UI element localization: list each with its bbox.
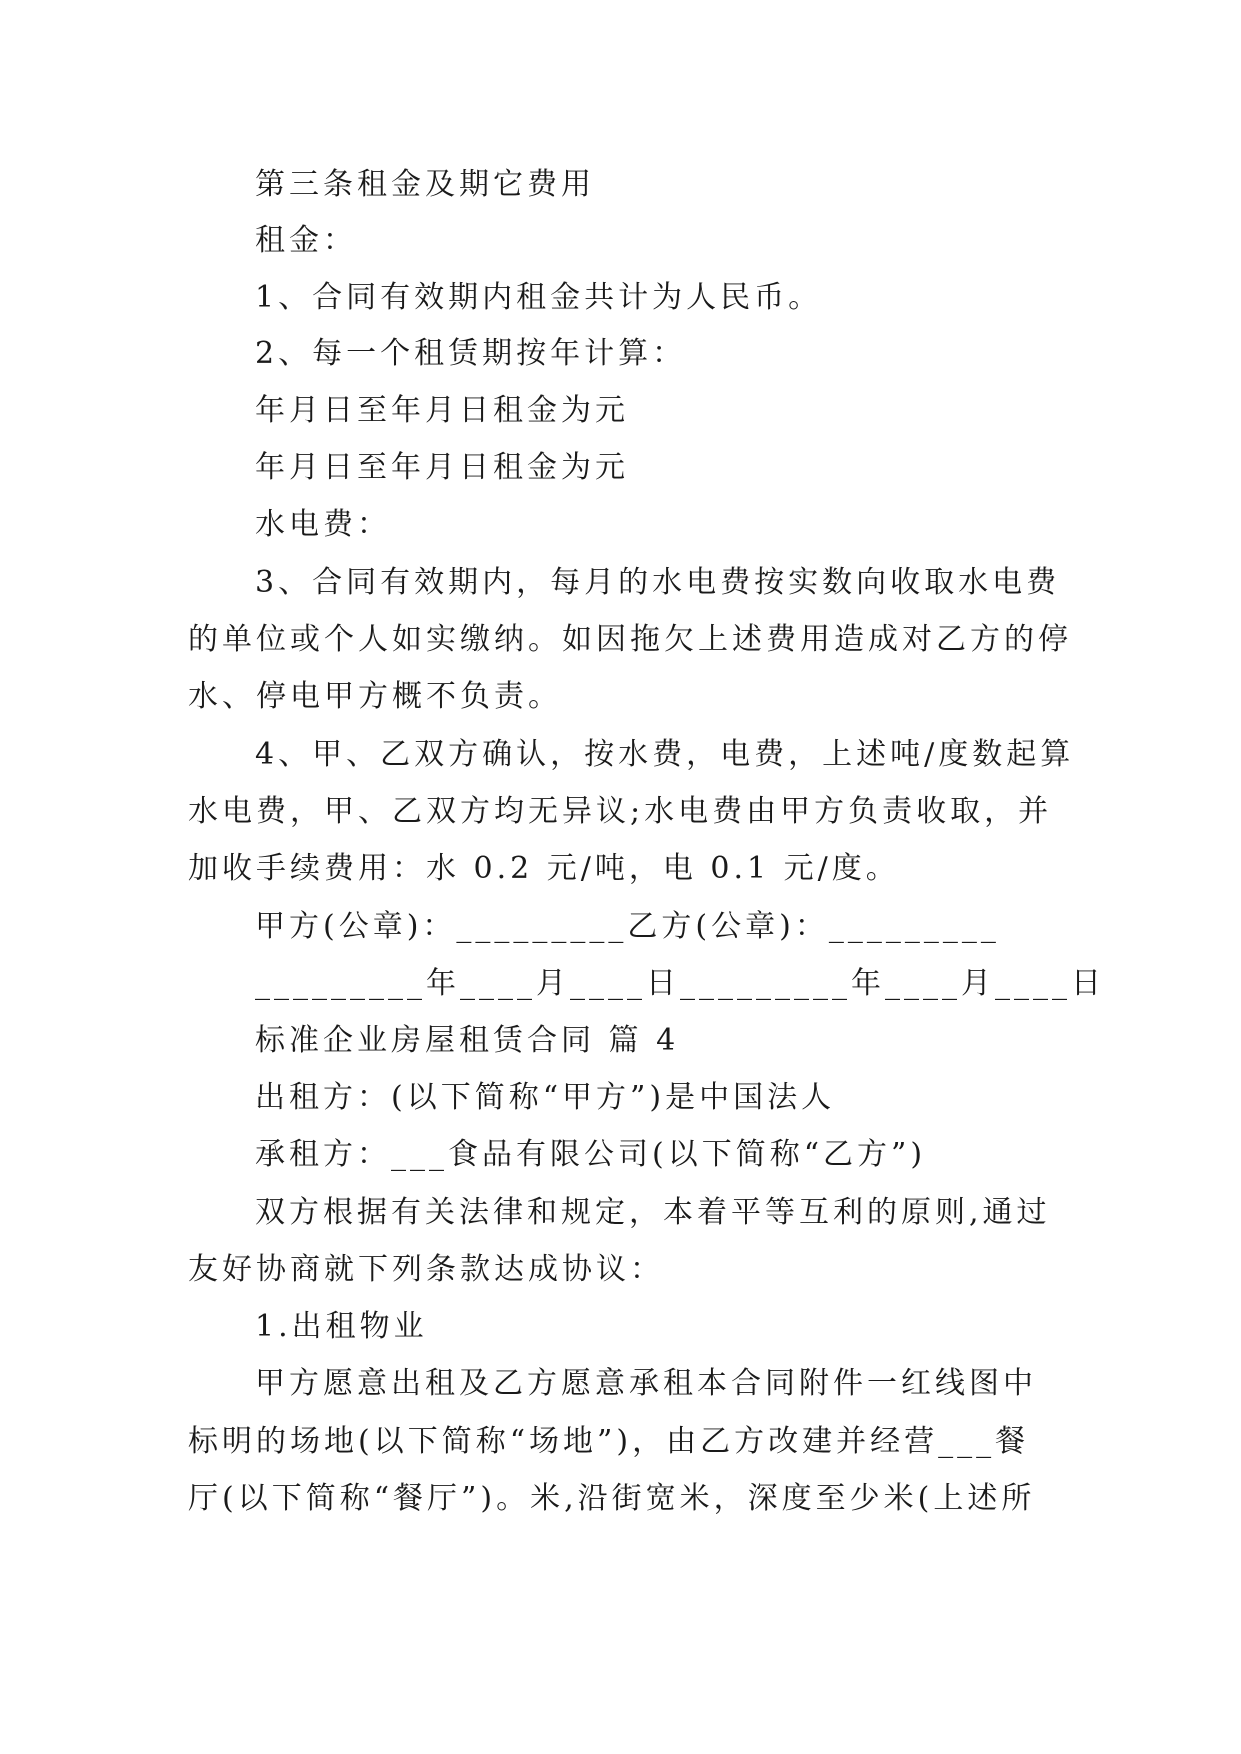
signature-line: 甲方(公章)：_________乙方(公章)：_________ bbox=[255, 909, 1000, 944]
paragraph-line: 的单位或个人如实缴纳。如因拖欠上述费用造成对乙方的停 bbox=[188, 622, 1072, 657]
paragraph-line: 租金： bbox=[255, 223, 357, 258]
paragraph-line: 年月日至年月日租金为元 bbox=[255, 393, 629, 428]
paragraph-line: 加收手续费用：水 0.2 元/吨，电 0.1 元/度。 bbox=[188, 851, 900, 886]
paragraph-line: 3、合同有效期内，每月的水电费按实数向收取水电费 bbox=[255, 565, 1061, 600]
subsection-heading: 1.出租物业 bbox=[255, 1309, 428, 1344]
section-title: 标准企业房屋租赁合同 篇 4 bbox=[255, 1023, 680, 1058]
paragraph-line: 4、甲、乙双方确认，按水费，电费，上述吨/度数起算 bbox=[255, 737, 1075, 772]
paragraph-line: 水电费，甲、乙双方均无异议;水电费由甲方负责收取，并 bbox=[188, 794, 1053, 829]
paragraph-line: 承租方：___食品有限公司(以下简称“乙方”) bbox=[255, 1137, 927, 1172]
paragraph-line: 水、停电甲方概不负责。 bbox=[188, 679, 562, 714]
paragraph-line: 1、合同有效期内租金共计为人民币。 bbox=[255, 280, 823, 315]
paragraph-line: 标明的场地(以下简称“场地”)，由乙方改建并经营___餐 bbox=[188, 1424, 1030, 1459]
article-heading: 第三条租金及期它费用 bbox=[255, 167, 595, 202]
paragraph-line: 友好协商就下列条款达成协议： bbox=[188, 1252, 664, 1287]
paragraph-line: 2、每一个租赁期按年计算： bbox=[255, 336, 687, 371]
paragraph-line: 年月日至年月日租金为元 bbox=[255, 450, 629, 485]
date-line: _________年____月____日_________年____月____日 bbox=[255, 966, 1105, 1001]
paragraph-line: 双方根据有关法律和规定，本着平等互利的原则,通过 bbox=[255, 1195, 1051, 1230]
paragraph-line: 出租方：(以下简称“甲方”)是中国法人 bbox=[255, 1080, 836, 1115]
paragraph-line: 水电费： bbox=[255, 507, 391, 542]
paragraph-line: 厅(以下简称“餐厅”)。米,沿街宽米，深度至少米(上述所 bbox=[188, 1481, 1036, 1516]
paragraph-line: 甲方愿意出租及乙方愿意承租本合同附件一红线图中 bbox=[255, 1366, 1037, 1401]
